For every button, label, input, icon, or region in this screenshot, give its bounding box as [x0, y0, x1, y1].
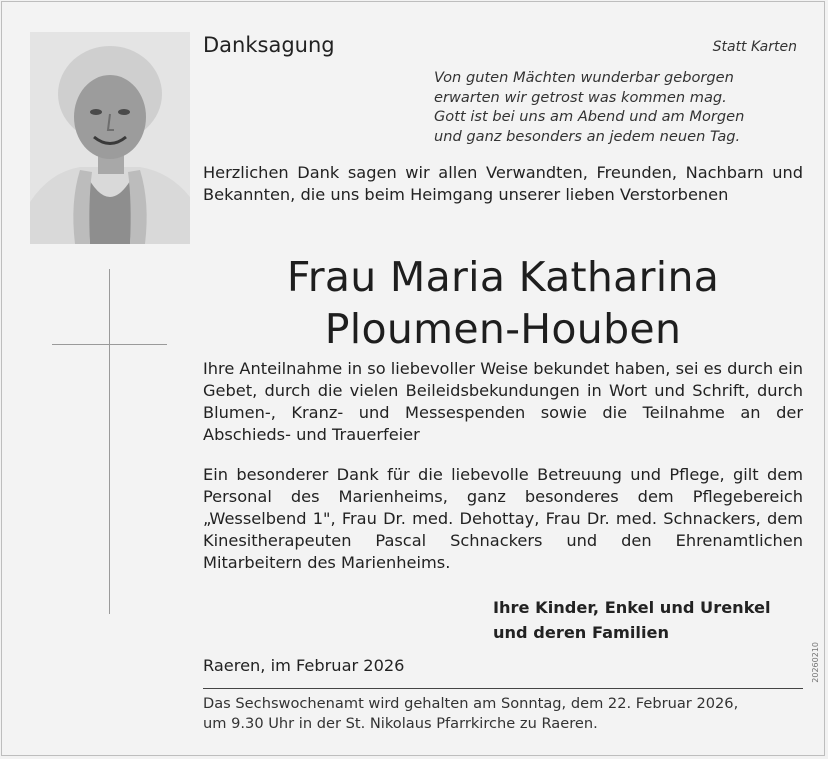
- notice-heading: Danksagung: [203, 33, 335, 57]
- poem-line: erwarten wir getrost was kommen mag.: [434, 88, 727, 106]
- reference-number: 20260210: [811, 642, 820, 683]
- signature-line: und deren Familien: [493, 623, 670, 642]
- poem-line: und ganz besonders an jedem neuen Tag.: [434, 127, 741, 145]
- special-thanks-paragraph: Ein besonderer Dank für die liebevolle Betreuung und Pflege, gilt dem Personal des Marienheims, ganz besonderes dem Pflegebereich „Wesselbend 1", Frau Dr. med. Dehottay, Frau Dr. med. Schnackers, dem Kinesitherapeuten Pascal Schnackers und den Ehrenamtlichen Mitarbeitern des Marienheims.: [203, 465, 803, 572]
- poem: [434, 68, 804, 146]
- cross-icon: [109, 269, 110, 614]
- mass-info: [203, 694, 803, 734]
- place-date: Raeren, im Februar 2026: [203, 656, 405, 675]
- signature: [493, 595, 771, 645]
- poem-line: Gott ist bei uns am Abend und am Morgen: [434, 108, 745, 125]
- mass-info-line: Das Sechswochenamt wird gehalten am Sonntag, dem 22. Februar 2026,: [203, 695, 739, 712]
- intro-paragraph: Herzlichen Dank sagen wir allen Verwandten, Freunden, Nachbarn und Bekannten, die uns beim Heimgang unserer lieben Verstorbenen: [203, 163, 803, 204]
- portrait-photo: [30, 32, 190, 244]
- statt-karten: Statt Karten: [712, 39, 797, 55]
- signature-line: Ihre Kinder, Enkel und Urenkel: [493, 598, 771, 617]
- thanks-paragraph: Ihre Anteilnahme in so liebevoller Weise bekundet haben, sei es durch ein Gebet, durch die vielen Beileidsbekundungen in Wort und Schrift, durch Blumen-, Kranz- und Messespenden sowie die Teilnahme an der Abschieds- und Trauerfeier: [203, 359, 803, 444]
- poem-line: Von guten Mächten wunderbar geborgen: [434, 69, 734, 86]
- cross-beam: [52, 344, 167, 345]
- deceased-name-line1: Frau Maria Katharina: [286, 253, 720, 301]
- divider: [203, 688, 803, 689]
- notice-frame: [1, 1, 825, 756]
- mass-info-line: um 9.30 Uhr in der St. Nikolaus Pfarrkirche zu Raeren.: [203, 715, 598, 732]
- deceased-name-line2: Ploumen-Houben: [324, 305, 682, 353]
